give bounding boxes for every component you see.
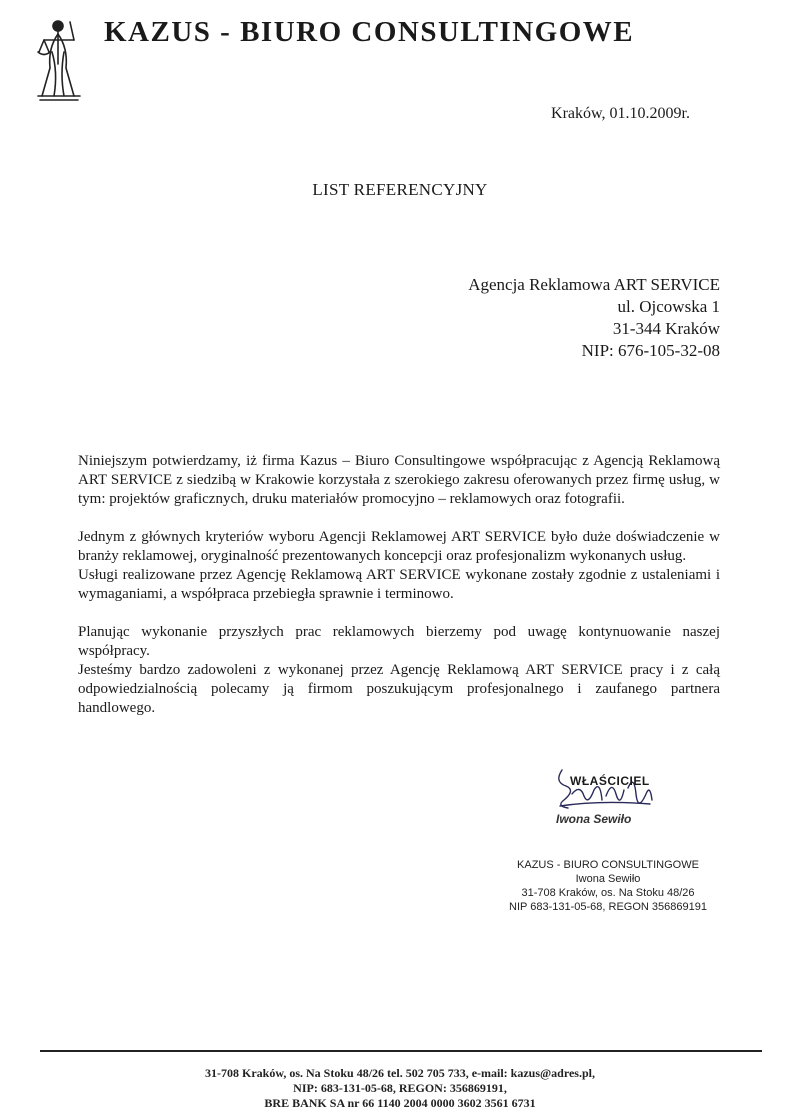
company-name: KAZUS - BIURO CONSULTINGOWE [104, 16, 635, 48]
stamp-line-company: KAZUS - BIURO CONSULTINGOWE [517, 859, 699, 871]
company-stamp [488, 858, 728, 914]
footer-ids: NIP: 683-131-05-68, REGON: 356869191, [293, 1081, 507, 1095]
body-paragraph-1: Niniejszym potwierdzamy, iż firma Kazus – Biuro Consultingowe współpracując z Agencją Reklamową ART SERVICE z siedzibą w Krakowie korzystała z szerokiego zakresu oferowanych przez firmę usług, w tym: projektów graficznych, druku materiałów promocyjno – reklamowych oraz fotografii. [78, 453, 720, 507]
recipient-street: ul. Ojcowska 1 [617, 297, 720, 316]
letter-body [78, 452, 720, 718]
body-paragraph-5: Jesteśmy bardzo zadowoleni z wykonanej przez Agencję Reklamową ART SERVICE pracy i z całą odpowiedzialnością polecamy ją firmom poszukującym profesjonalnego i zaufanego partnera handlowego. [78, 662, 720, 716]
recipient-name: Agencja Reklamowa ART SERVICE [468, 275, 720, 294]
footer-bank: BRE BANK SA nr 66 1140 2004 0000 3602 3561 6731 [264, 1096, 536, 1110]
signatory-name: Iwona Sewiło [556, 812, 632, 826]
recipient-address [400, 274, 720, 362]
stamp-line-address: 31-708 Kraków, os. Na Stoku 48/26 [521, 887, 695, 899]
stamp-line-ids: NIP 683-131-05-68, REGON 356869191 [509, 901, 707, 913]
justice-statue-icon [30, 12, 90, 102]
body-paragraph-2: Jednym z głównych kryteriów wyboru Agencji Reklamowej ART SERVICE było duże doświadczenie w branży reklamowej, oryginalność prezentowanych koncepcji oraz profesjonalizm wykonanych usług. [78, 529, 720, 564]
recipient-nip: NIP: 676-105-32-08 [581, 341, 720, 360]
recipient-city: 31-344 Kraków [612, 319, 720, 338]
footer-divider [40, 1050, 762, 1052]
signatory-title: WŁAŚCICIEL [570, 774, 650, 788]
signature-block [550, 760, 680, 830]
footer-contact: 31-708 Kraków, os. Na Stoku 48/26 tel. 502 705 733, e-mail: kazus@adres.pl, [205, 1066, 595, 1080]
stamp-line-owner: Iwona Sewiło [575, 873, 641, 885]
date-line: Kraków, 01.10.2009r. [551, 105, 690, 122]
body-paragraph-3: Usługi realizowane przez Agencję Reklamową ART SERVICE wykonane zostały zgodnie z ustaleniami i wymaganiami, a współpraca przebiegła sprawnie i terminowo. [78, 567, 720, 602]
document-title: LIST REFERENCYJNY [312, 180, 488, 199]
letter-footer [100, 1066, 700, 1111]
body-paragraph-4: Planując wykonanie przyszłych prac reklamowych bierzemy pod uwagę kontynuowanie naszej współpracy. [78, 624, 720, 659]
